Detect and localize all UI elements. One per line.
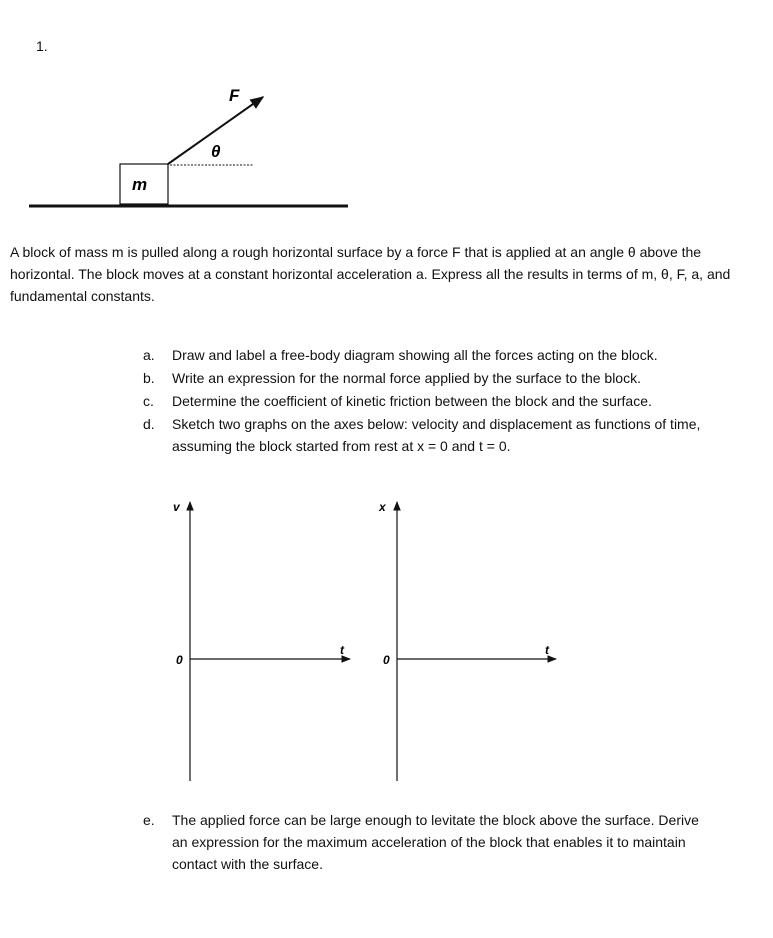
force-label: F	[229, 86, 240, 105]
part-letter: e.	[143, 812, 155, 828]
part-text: The applied force can be large enough to levitate the block above the surface. Derive an expression for the maximum acceleration of the block that enables it to maintain contact with the surface.	[172, 812, 699, 872]
problem-statement: A block of mass m is pulled along a rough horizontal surface by a force F that is applied at an angle θ above the horizontal. The block moves at a constant horizontal acceleration a. Express all the results in terms of m, θ, F, a, and fundamental constants.	[10, 244, 731, 304]
origin-label: 0	[176, 653, 183, 667]
t-axis-label: t	[340, 643, 344, 657]
part-letter: b.	[143, 370, 155, 386]
part-e	[143, 809, 713, 875]
part-text: Write an expression for the normal force applied by the surface to the block.	[172, 370, 641, 386]
t-axis-label-2: t	[545, 643, 549, 657]
mass-label: m	[132, 175, 148, 194]
part-a	[143, 344, 743, 366]
part-letter: c.	[143, 393, 154, 409]
v-axis-label: v	[173, 500, 180, 514]
part-letter: d.	[143, 416, 155, 432]
part-text: Draw and label a free-body diagram showing all the forces acting on the block.	[172, 347, 658, 363]
part-b	[143, 367, 743, 389]
part-d	[143, 413, 713, 457]
origin-label-2: 0	[383, 653, 390, 667]
part-text: Determine the coefficient of kinetic friction between the block and the surface.	[172, 393, 652, 409]
displacement-graph-axes	[378, 500, 556, 781]
part-letter: a.	[143, 347, 155, 363]
part-c	[143, 390, 743, 412]
x-axis-label: x	[379, 500, 386, 514]
part-text: Sketch two graphs on the axes below: velocity and displacement as functions of time, assuming the block started from rest at x = 0 and t = 0.	[172, 416, 701, 454]
question-number: 1.	[36, 38, 48, 54]
angle-label: θ	[211, 142, 221, 161]
velocity-graph-axes	[173, 500, 350, 781]
